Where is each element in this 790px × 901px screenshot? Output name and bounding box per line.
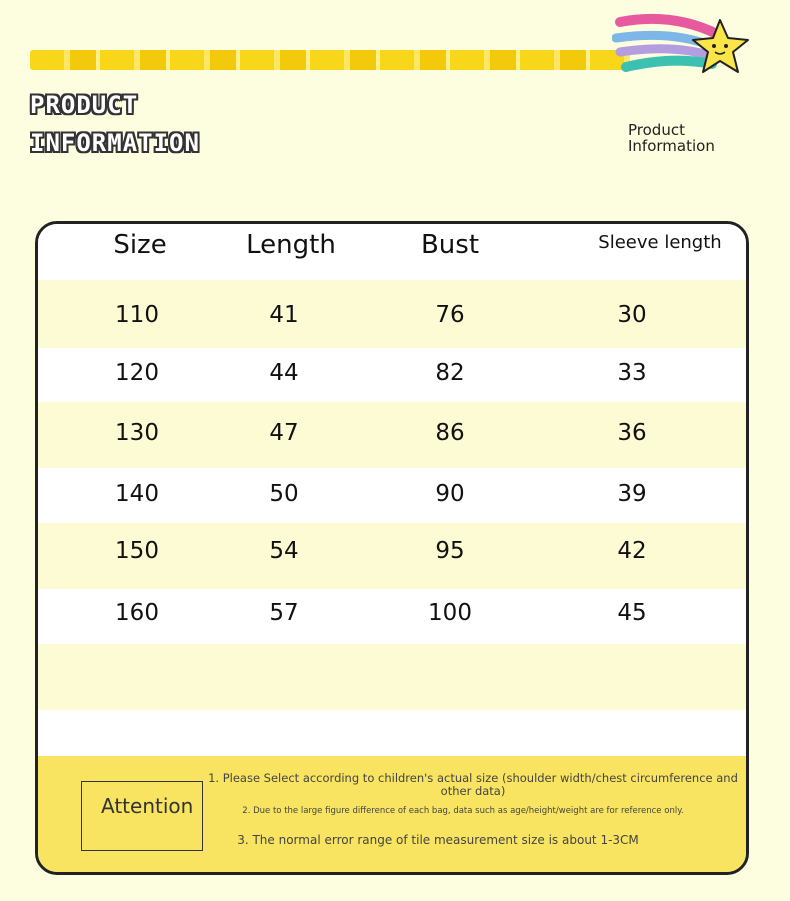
cell-size: 160 [115, 600, 159, 626]
cell-size: 130 [115, 420, 159, 446]
cell-size: 120 [115, 360, 159, 386]
note-2: 2. Due to the large figure difference of each bag, data such as age/height/weight are for reference only. [242, 806, 684, 816]
cell-length: 44 [269, 360, 299, 386]
table-row-empty [38, 710, 746, 756]
note-1: 1. Please Select according to children's actual size (shoulder width/chest circumference and other data) [208, 771, 738, 798]
cell-sleeve: 45 [617, 600, 647, 626]
decorative-stripe [30, 50, 630, 70]
cell-size: 140 [115, 481, 159, 507]
hero-title-line2: INFORMATION [30, 129, 200, 157]
header-sleeve-length: Sleeve length [598, 232, 722, 253]
cell-bust: 86 [435, 420, 465, 446]
attention-label: Attention [101, 794, 194, 818]
cell-length: 47 [269, 420, 299, 446]
cell-length: 54 [269, 538, 299, 564]
table-row [38, 280, 746, 348]
table-row [38, 523, 746, 589]
cell-length: 41 [269, 302, 299, 328]
hero-title-line1: PRODUCT [30, 91, 139, 119]
table-row-empty [38, 644, 746, 710]
cell-length: 50 [269, 481, 299, 507]
hero-title [30, 86, 200, 162]
table-row [38, 402, 746, 468]
table-row [38, 348, 746, 402]
cell-sleeve: 36 [617, 420, 647, 446]
cell-size: 110 [115, 302, 159, 328]
cell-size: 150 [115, 538, 159, 564]
cell-sleeve: 39 [617, 481, 647, 507]
side-title-line2: Information [628, 137, 715, 155]
cell-bust: 100 [428, 600, 472, 626]
size-table-card [35, 221, 749, 875]
table-row [38, 468, 746, 523]
cell-bust: 76 [435, 302, 465, 328]
cell-sleeve: 42 [617, 538, 647, 564]
header-length: Length [246, 230, 336, 260]
side-title-line1: Product [628, 121, 685, 139]
shooting-star-icon [612, 12, 762, 87]
cell-sleeve: 33 [617, 360, 647, 386]
attention-notes [38, 756, 746, 872]
table-row [38, 589, 746, 644]
note-3: 3. The normal error range of tile measurement size is about 1-3CM [237, 833, 639, 847]
cell-bust: 90 [435, 481, 465, 507]
cell-sleeve: 30 [617, 302, 647, 328]
cell-bust: 95 [435, 538, 465, 564]
header-bust: Bust [420, 230, 480, 260]
side-title [628, 122, 715, 154]
cell-length: 57 [269, 600, 299, 626]
cell-bust: 82 [435, 360, 465, 386]
table-header [38, 224, 746, 280]
header-size: Size [113, 230, 167, 260]
